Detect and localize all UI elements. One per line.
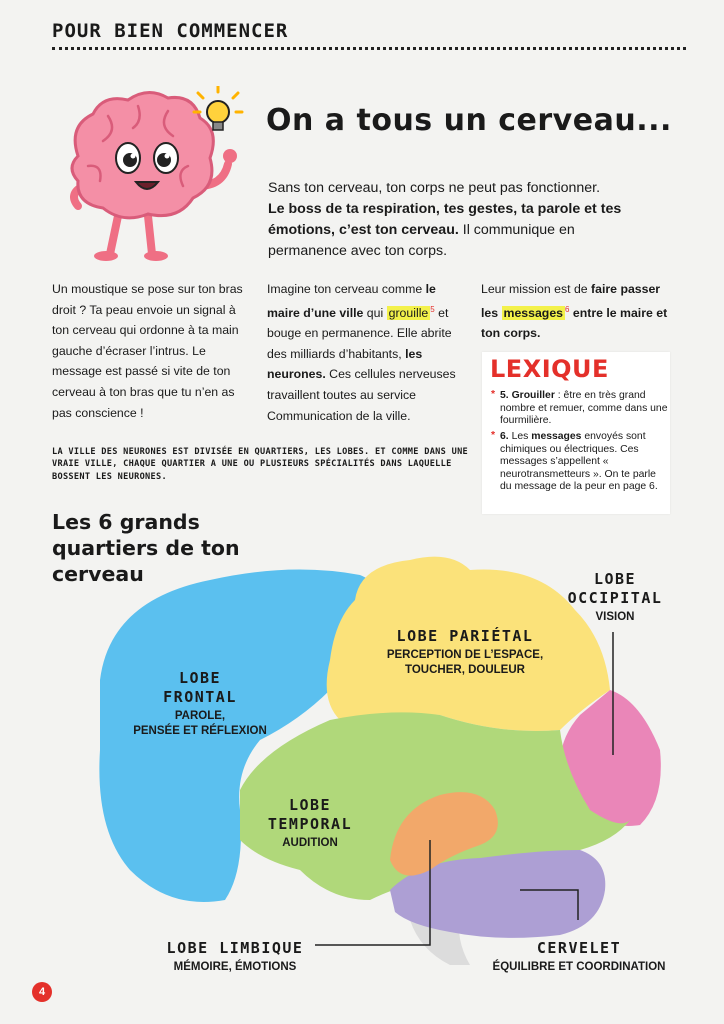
neurones-city-text: LA VILLE DES NEURONES EST DIVISÉE EN QUARTIERS, LES LOBES. ET COMME DANS UNE VRAIE VILLE, CHAQUE QUARTIER A UNE OU PLUSIEURS SPÉCIALITÉS DANS LAQUELLE BOSSENT LES NEURONES. [52,447,469,482]
page-number: 4 [32,982,52,1002]
frontal-desc-1: PAROLE, [174,710,226,722]
lex5-word: Grouiller [511,390,555,401]
brain-mascot-illustration [48,86,248,266]
section-header: POUR BIEN COMMENCER [52,20,289,42]
lex6-text: envoyés sont chimiques ou électriques. Ces messages s’appellent « neurotransmetteurs ». On te parle du message de la peur en page 6. [500,431,658,493]
label-lobe-temporal [240,796,380,851]
lex6-word: messages [531,431,582,442]
temporal-desc: AUDITION [282,837,338,849]
lexique-entry-5 [491,389,668,428]
occipital-name-2: OCCIPITAL [567,589,663,607]
col2-b: le maire d’une ville [267,282,436,320]
label-cervelet [488,939,670,975]
limbique-desc: MÉMOIRE, ÉMOTIONS [173,961,297,973]
col2-f: les neurones. [267,346,423,382]
lexique-title: LEXIQUE [490,355,609,383]
label-lobe-occipital [560,570,670,625]
section-title: Les 6 grands quartiers de ton cerveau [52,510,240,586]
col2-g: Ces cellules nerveuses travaillent toutes au service Communication de la ville. [267,367,456,423]
highlight-grouille: grouille [388,305,429,320]
col2-e: et bouge en permanence. Elle abrite des milliards d’habitants, [267,305,452,361]
star-icon: * [491,389,496,400]
highlight-messages: messages [503,305,563,320]
parietal-name: LOBE PARIÉTAL [396,627,534,645]
intro-bold: Le boss de ta respiration, tes gestes, ta parole et tes émotions, c’est ton cerveau. [268,201,622,238]
footnote-ref-6: 6 [565,304,570,314]
frontal-name-1: LOBE [178,669,222,687]
cervelet-name: CERVELET [536,939,622,957]
frontal-name-2: FRONTAL [163,688,237,706]
temporal-name-1: LOBE [288,796,332,814]
intro-paragraph [268,178,638,262]
lex6-pre: Les [511,431,532,442]
header-divider [52,47,686,50]
lex5-text: : être en très grand nombre et remuer, comme dans une fourmilière. [500,390,668,427]
column-mission [481,279,671,344]
cervelet-desc: ÉQUILIBRE ET COORDINATION [492,961,666,973]
star-icon: * [491,430,496,441]
lexique-entry-6 [491,430,668,494]
frontal-desc-2: PENSÉE ET RÉFLEXION [133,725,267,737]
label-lobe-limbique [160,939,310,975]
temporal-name-2: TEMPORAL [267,815,353,833]
limbique-name: LOBE LIMBIQUE [166,939,304,957]
parietal-desc-2: TOUCHER, DOULEUR [405,664,525,676]
col3-b: faire passer les [481,282,661,320]
parietal-desc-1: PERCEPTION DE L’ESPACE, [386,649,544,661]
col2-a: Imagine ton cerveau comme [267,282,426,296]
intro-line-1: Sans ton cerveau, ton corps ne peut pas fonctionner. [268,180,601,196]
page-title: On a tous un cerveau... [266,103,672,138]
column-maire [267,279,467,426]
occipital-name-1: LOBE [593,570,637,588]
label-lobe-parietal [370,627,560,678]
lex6-num: 6. [500,431,512,442]
col3-a: Leur mission est de [481,282,592,296]
lex5-num: 5. [500,390,512,401]
col2-c: qui [363,305,387,320]
footnote-ref-5: 5 [430,304,435,314]
intro-rest: Il communique en permanence avec ton corps. [268,222,575,259]
column-moustique: Un moustique se pose sur ton bras droit ? Ta peau envoie un signal à ton cerveau qui ordonne à ta main gauche d’écraser l’intrus. Le message est passé si vite de ton cerveau à ton bras que tu n’en as pas conscience ! [52,282,243,420]
label-lobe-frontal [110,669,290,739]
col3-d: entre le maire et ton corps. [481,305,668,341]
occipital-desc: VISION [595,611,635,623]
